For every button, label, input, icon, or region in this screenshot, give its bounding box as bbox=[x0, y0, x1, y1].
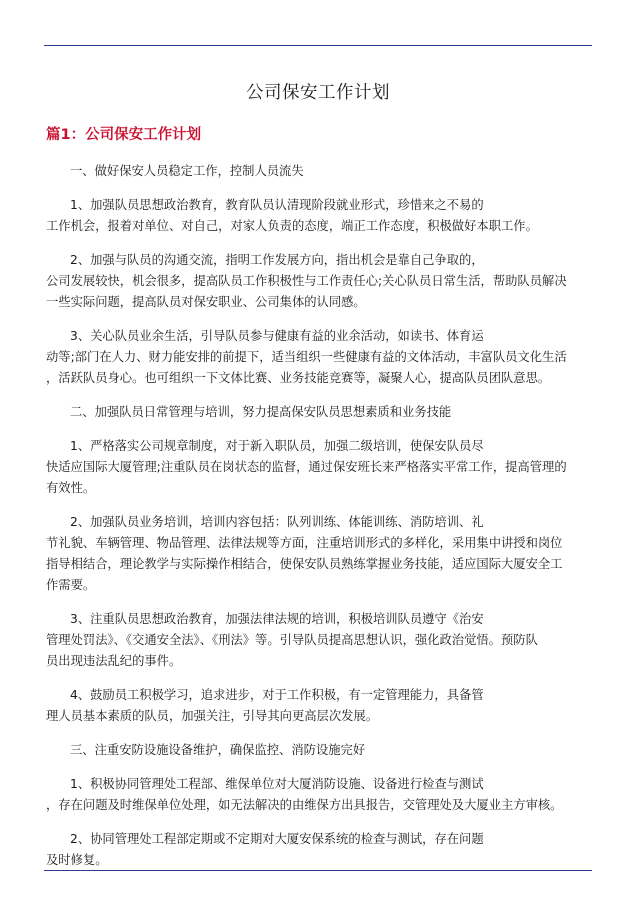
top-rule bbox=[44, 45, 592, 46]
paragraph-line: 有效性。 bbox=[46, 481, 96, 495]
paragraph bbox=[46, 609, 590, 672]
paragraph bbox=[46, 161, 590, 182]
document-title: 公司保安工作计划 bbox=[246, 83, 390, 103]
paragraph-line: 三、注重安防设施设备维护，确保监控、消防设施完好 bbox=[70, 743, 366, 757]
paragraph-line: 动等;部门在人力、财力能安排的前提下，适当组织一些健康有益的文体活动，丰富队员文化生活 bbox=[46, 350, 567, 364]
paragraph-line: 3、关心队员业余生活，引导队员参与健康有益的业余活动，如读书、体育运 bbox=[70, 329, 484, 343]
paragraph-line: 1、严格落实公司规章制度，对于新入职队员，加强二级培训，使保安队员尽 bbox=[70, 439, 484, 453]
paragraph-line: 公司发展较快，机会很多，提高队员工作积极性与工作责任心;关心队员日常生活，帮助队员解决 bbox=[46, 274, 567, 288]
paragraph bbox=[46, 250, 590, 313]
paragraph-line: 4、鼓励员工积极学习，追求进步，对于工作积极，有一定管理能力，具备管 bbox=[70, 688, 484, 702]
paragraph-line: 及时修复。 bbox=[46, 853, 108, 867]
paragraph bbox=[46, 740, 590, 761]
paragraph bbox=[46, 195, 590, 237]
paragraph-line: 一、做好保安人员稳定工作，控制人员流失 bbox=[70, 164, 304, 178]
paragraph-line: 工作机会，报着对单位、对自己，对家人负责的态度，端正工作态度，积极做好本职工作。 bbox=[46, 219, 538, 233]
paragraph-line: 1、积极协同管理处工程部、维保单位对大厦消防设施、设备进行检查与测试 bbox=[70, 777, 484, 791]
paragraph bbox=[46, 402, 590, 423]
paragraph-line: ，存在问题及时维保单位处理，如无法解决的由维保方出具报告，交管理处及大厦业主方审核。 bbox=[46, 798, 563, 812]
paragraph-line: 2、加强队员业务培训，培训内容包括：队列训练、体能训练、消防培训、礼 bbox=[70, 515, 484, 529]
paragraph-line: 节礼貌、车辆管理、物品管理、法律法规等方面，注重培训形式的多样化，采用集中讲授和岗位 bbox=[46, 536, 563, 550]
paragraph-line: 一些实际问题，提高队员对保安职业、公司集体的认同感。 bbox=[46, 295, 366, 309]
document-body bbox=[46, 78, 590, 884]
paragraph-line: 快适应国际大厦管理;注重队员在岗状态的监督，通过保安班长来严格落实平常工作，提高管理的 bbox=[46, 460, 567, 474]
paragraph bbox=[46, 829, 590, 871]
paragraph-line: 作需要。 bbox=[46, 578, 96, 592]
section-heading: 篇1：公司保安工作计划 bbox=[46, 127, 202, 143]
paragraph-list bbox=[46, 161, 590, 871]
paragraph-line: 2、加强与队员的沟通交流，指明工作发展方向，指出机会是靠自己争取的， bbox=[70, 253, 484, 267]
paragraph bbox=[46, 512, 590, 596]
paragraph-line: 2、协同管理处工程部定期或不定期对大厦安保系统的检查与测试，存在问题 bbox=[70, 832, 484, 846]
paragraph bbox=[46, 326, 590, 389]
paragraph-line: 1、加强队员思想政治教育，教育队员认清现阶段就业形式，珍惜来之不易的 bbox=[70, 198, 484, 212]
paragraph bbox=[46, 436, 590, 499]
paragraph-line: 理人员基本素质的队员，加强关注，引导其向更高层次发展。 bbox=[46, 709, 379, 723]
paragraph-line: 二、加强队员日常管理与培训，努力提高保安队员思想素质和业务技能 bbox=[70, 405, 452, 419]
paragraph-line: 3、注重队员思想政治教育，加强法律法规的培训，积极培训队员遵守《治安 bbox=[70, 612, 484, 626]
paragraph-line: 管理处罚法》、《交通安全法》、《刑法》等。引导队员提高思想认识，强化政治觉悟。预防队 bbox=[46, 633, 538, 647]
paragraph-line: 指导相结合，理论教学与实际操作相结合，使保安队员熟练掌握业务技能，适应国际大厦安全工 bbox=[46, 557, 563, 571]
bottom-rule bbox=[44, 870, 592, 871]
paragraph-line: ，活跃队员身心。也可组织一下文体比赛、业务技能竞赛等，凝聚人心，提高队员团队意思。 bbox=[46, 371, 551, 385]
paragraph bbox=[46, 685, 590, 727]
paragraph bbox=[46, 774, 590, 816]
paragraph-line: 员出现违法乱纪的事件。 bbox=[46, 654, 182, 668]
